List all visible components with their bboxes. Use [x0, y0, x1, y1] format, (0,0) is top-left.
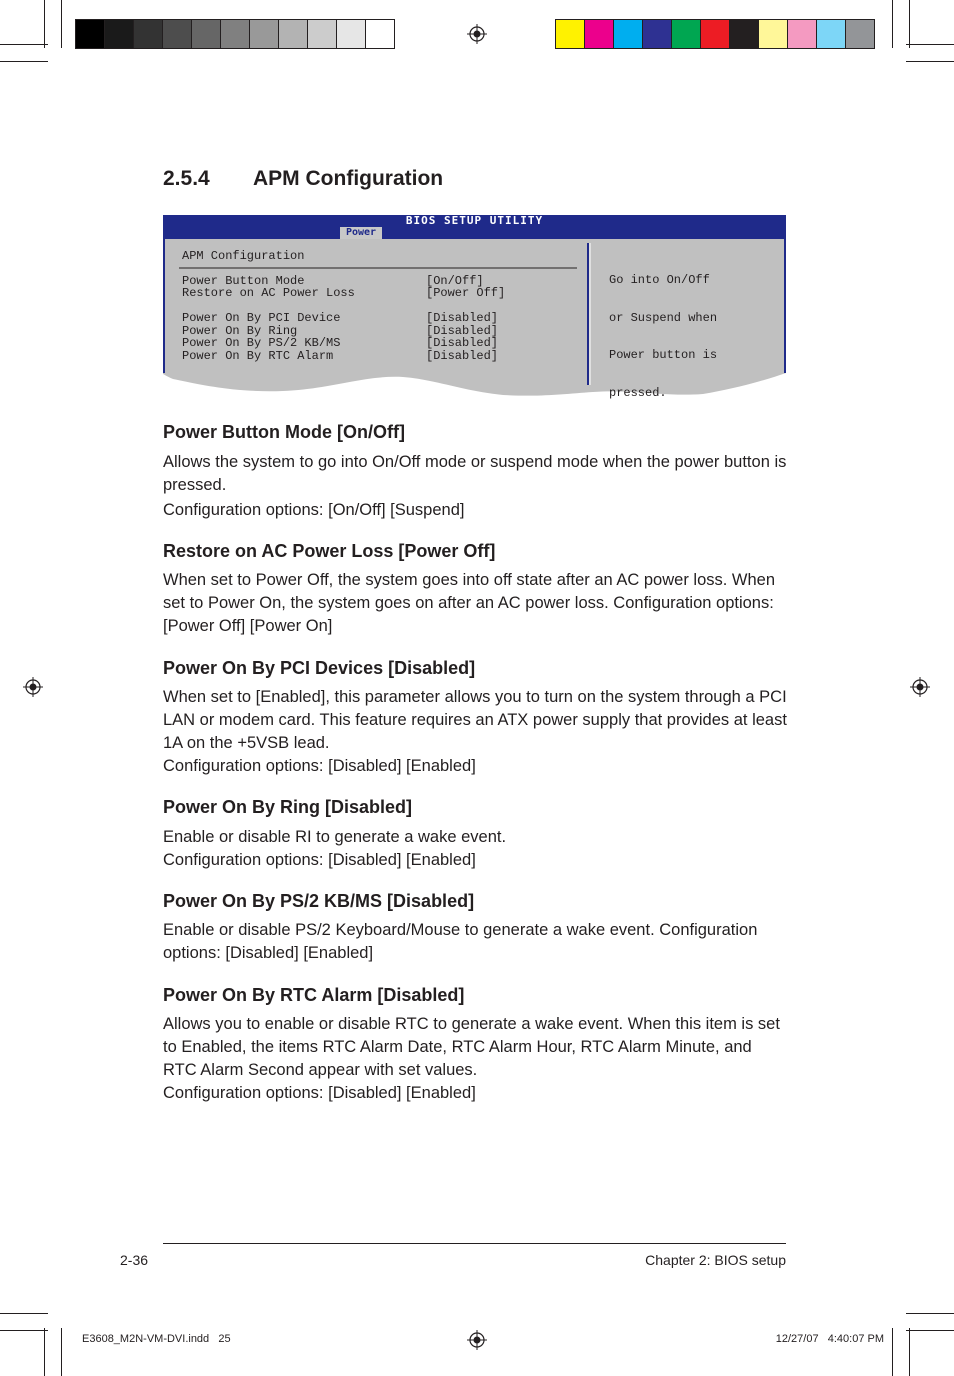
option-description: When set to [Enabled], this parameter allows you to turn on the system through a PCI LAN or modem card. This feature requires an ATX power supply that provides at least 1A on the +5VSB lead. — [163, 688, 787, 752]
color-swatch — [759, 20, 788, 48]
color-swatch — [730, 20, 759, 48]
bios-menu-item[interactable]: Power On By RTC Alarm — [182, 349, 334, 363]
bios-help-line: pressed. — [609, 385, 667, 400]
slug-timestamp: 12/27/07 4:40:07 PM — [775, 1333, 884, 1345]
color-swatch — [556, 20, 585, 48]
bios-menu-item[interactable]: Power On By PS/2 KB/MS — [182, 336, 341, 350]
crop-mark — [906, 44, 954, 45]
option-description: Enable or disable PS/2 Keyboard/Mouse to generate a wake event. Configuration options: [Disabled] [Enabled] — [163, 921, 758, 962]
color-swatch — [846, 20, 874, 48]
color-swatch — [817, 20, 846, 48]
bios-help-text — [609, 249, 717, 412]
option-heading: Power On By Ring [Disabled] — [163, 797, 413, 817]
process-color-bar — [555, 19, 875, 49]
bios-help-line: Power button is — [609, 348, 718, 362]
option-values: Configuration options: [On/Off] [Suspend] — [163, 501, 465, 519]
option-heading: Power Button Mode [On/Off] — [163, 422, 405, 442]
bios-utility-title: BIOS SETUP UTILITY — [405, 214, 544, 227]
crop-mark — [61, 0, 62, 48]
option-heading: Power On By PS/2 KB/MS [Disabled] — [163, 891, 475, 911]
color-swatch — [221, 20, 250, 48]
bios-menu-value[interactable]: [On/Off] — [426, 274, 484, 288]
slug-file: E3608_M2N-VM-DVI.indd 25 — [82, 1333, 231, 1345]
registration-mark-icon — [910, 677, 930, 697]
chapter-label: Chapter 2: BIOS setup — [645, 1252, 786, 1268]
crop-mark — [0, 1330, 48, 1331]
registration-mark-icon — [23, 677, 43, 697]
crop-mark — [44, 1328, 45, 1376]
crop-mark — [61, 1328, 62, 1376]
crop-mark — [892, 0, 893, 48]
option-heading: Restore on AC Power Loss [Power Off] — [163, 541, 496, 561]
color-swatch — [250, 20, 279, 48]
registration-mark-icon — [467, 1330, 487, 1350]
bios-menu-item[interactable]: Power On By PCI Device — [182, 311, 341, 325]
color-swatch — [105, 20, 134, 48]
option-description: When set to Power Off, the system goes into off state after an AC power loss. When set to Power On, the system goes on after an AC power loss. Configuration options: [Power Off] [Power On] — [163, 571, 776, 635]
color-swatch — [585, 20, 614, 48]
bios-menu-item[interactable]: Restore on AC Power Loss — [182, 286, 355, 300]
bios-menu-value[interactable]: [Power Off] — [426, 286, 506, 300]
color-swatch — [308, 20, 337, 48]
color-swatch — [672, 20, 701, 48]
bios-menu-value[interactable]: [Disabled] — [426, 336, 499, 350]
crop-mark — [906, 1330, 954, 1331]
footer-rule — [163, 1243, 786, 1244]
bios-panel-title: APM Configuration — [182, 249, 305, 263]
option-description: Allows the system to go into On/Off mode or suspend mode when the power button is pressed. — [163, 453, 787, 494]
option-values: Configuration options: [Disabled] [Enabled] — [163, 851, 476, 869]
color-swatch — [643, 20, 672, 48]
color-swatch — [192, 20, 221, 48]
option-values: Configuration options: [Disabled] [Enabled] — [163, 1084, 476, 1102]
section-title: APM Configuration — [253, 167, 444, 190]
color-swatch — [701, 20, 730, 48]
bios-menu-item[interactable]: Power On By Ring — [182, 324, 298, 338]
crop-mark — [906, 1313, 954, 1314]
crop-mark — [0, 1313, 48, 1314]
crop-mark — [0, 61, 48, 62]
crop-mark — [892, 1328, 893, 1376]
bios-help-line: Go into On/Off — [609, 273, 710, 287]
color-swatch — [337, 20, 366, 48]
color-swatch — [614, 20, 643, 48]
bios-help-line: or Suspend when — [609, 310, 718, 325]
color-swatch — [134, 20, 163, 48]
color-swatch — [279, 20, 308, 48]
bios-menu-value[interactable]: [Disabled] — [426, 349, 499, 363]
option-heading: Power On By RTC Alarm [Disabled] — [163, 985, 465, 1005]
color-swatch — [76, 20, 105, 48]
option-description: Allows you to enable or disable RTC to generate a wake event. When this item is set to Enabled, the items RTC Alarm Date, RTC Alarm Hour, RTC Alarm Minute, and RTC Alarm Second appear with set values. — [163, 1015, 780, 1079]
color-swatch — [163, 20, 192, 48]
option-values: Configuration options: [Disabled] [Enabled] — [163, 757, 476, 775]
color-swatch — [788, 20, 817, 48]
section-number: 2.5.4 — [163, 167, 210, 190]
option-description: Enable or disable RI to generate a wake event. — [163, 828, 507, 846]
crop-mark — [0, 44, 48, 45]
bios-menu-item[interactable]: Power Button Mode — [182, 274, 305, 288]
crop-mark — [44, 0, 45, 48]
registration-mark-icon — [467, 24, 487, 44]
grayscale-color-bar — [75, 19, 395, 49]
crop-mark — [909, 0, 910, 48]
page-number: 2-36 — [120, 1252, 149, 1268]
option-heading: Power On By PCI Devices [Disabled] — [163, 658, 476, 678]
crop-mark — [909, 1328, 910, 1376]
crop-mark — [906, 61, 954, 62]
bios-tab-power[interactable]: Power — [340, 227, 382, 239]
bios-menu-value[interactable]: [Disabled] — [426, 324, 499, 338]
bios-menu-value[interactable]: [Disabled] — [426, 311, 499, 325]
color-swatch — [366, 20, 394, 48]
